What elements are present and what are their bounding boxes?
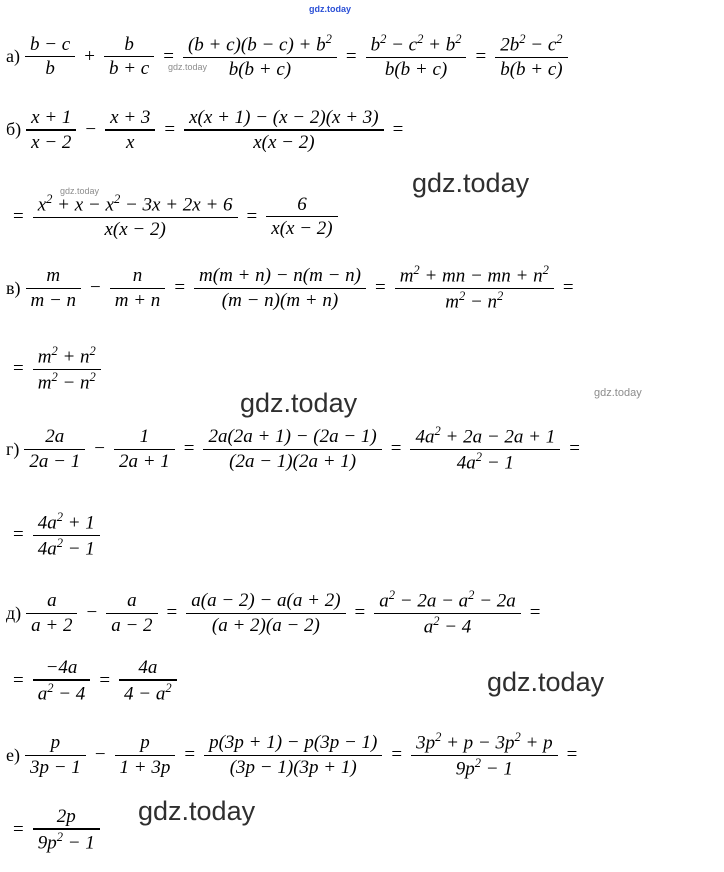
fraction-denominator: $9p^2 - 1$: [455, 756, 513, 780]
fraction-denominator: b(b + c): [384, 59, 448, 80]
watermark: gdz.today: [309, 4, 351, 14]
fraction-numerator: m: [46, 265, 61, 287]
fraction-denominator: $4 - a^2$: [124, 680, 172, 704]
operator: =: [13, 205, 24, 227]
fraction: [194, 264, 366, 312]
fraction-denominator: (a + 2)(a − 2): [211, 615, 320, 636]
fraction-denominator: $4a^2 - 1$: [456, 450, 514, 474]
fraction-numerator: x(x + 1) − (x − 2)(x + 3): [189, 107, 379, 128]
fraction-denominator: (2a − 1)(2a + 1): [229, 451, 357, 472]
fraction-numerator: x + 3: [110, 107, 151, 128]
fraction-numerator: $4a^2 + 2a - 2a + 1$: [415, 424, 556, 448]
fraction-denominator: b(b + c): [500, 59, 563, 80]
equation-row: [6, 106, 410, 154]
fraction: [115, 731, 176, 779]
operator: =: [390, 438, 402, 460]
operator: =: [529, 602, 541, 624]
fraction-numerator: $(b + c)(b - c) + b^2$: [187, 32, 332, 56]
operator: −: [94, 744, 106, 766]
fraction-numerator: $4a^2 + 1$: [37, 510, 95, 534]
fraction: [25, 33, 75, 81]
problem-label: г): [6, 438, 20, 459]
watermark: gdz.today: [412, 168, 530, 198]
fraction: [495, 32, 567, 81]
fraction: [26, 106, 76, 154]
operator: =: [183, 438, 195, 460]
fraction-numerator: p: [140, 732, 150, 754]
fraction: [104, 33, 154, 81]
equation-row: [6, 192, 340, 241]
fraction-numerator: $b^2 - c^2 + b^2$: [370, 32, 462, 56]
fraction-numerator: m(m + n) − n(m − n): [199, 265, 361, 287]
operator: −: [85, 118, 97, 140]
fraction-denominator: 2a + 1: [118, 451, 170, 472]
fraction: [105, 106, 155, 154]
fraction-numerator: p: [50, 732, 61, 754]
watermark: gdz.today: [487, 667, 605, 697]
fraction-denominator: 3p − 1: [29, 757, 81, 778]
fraction-numerator: 2a(2a + 1) − (2a − 1): [208, 426, 377, 448]
fraction-numerator: p(3p + 1) − p(3p − 1): [209, 732, 378, 754]
operator: =: [13, 818, 24, 840]
fraction: [33, 344, 101, 395]
fraction-numerator: 2p: [56, 806, 76, 827]
problem-label: а): [6, 46, 20, 67]
watermark: gdz.today: [138, 796, 256, 826]
fraction-numerator: 4a: [138, 657, 158, 678]
operator: =: [374, 277, 386, 299]
fraction-denominator: (3p − 1)(3p + 1): [229, 757, 357, 778]
fraction: [33, 510, 100, 561]
fraction-denominator: $m^2 - n^2$: [37, 370, 96, 394]
operator: =: [246, 205, 258, 227]
problem-label: б): [6, 119, 22, 140]
operator: =: [13, 358, 24, 380]
operator: −: [86, 602, 98, 624]
operator: =: [566, 744, 578, 766]
fraction-denominator: 2a − 1: [29, 451, 81, 472]
fraction-denominator: a − 2: [111, 615, 153, 636]
watermark: gdz.today: [60, 186, 100, 196]
fraction: [183, 32, 337, 81]
fraction: [184, 106, 383, 154]
fraction-numerator: b − c: [29, 33, 71, 55]
fraction: [204, 731, 382, 779]
fraction: [411, 730, 558, 781]
fraction: [186, 589, 345, 637]
fraction: [119, 656, 177, 705]
fraction-numerator: $m^2$ + mn − mn + $n^2$: [399, 263, 549, 287]
fraction-numerator: 6: [297, 193, 307, 215]
equation-row: [6, 588, 547, 639]
fraction-denominator: x − 2: [31, 131, 72, 153]
fraction-numerator: −4a: [45, 657, 78, 678]
operator: =: [569, 438, 580, 460]
watermark: gdz.today: [168, 62, 208, 72]
fraction-denominator: (m − n)(m + n): [221, 290, 339, 311]
watermark: gdz.today: [240, 388, 358, 418]
equation-row: [6, 344, 103, 395]
fraction: [26, 264, 82, 312]
fraction-denominator: $4a^2 - 1$: [37, 536, 95, 560]
operator: =: [166, 602, 178, 624]
fraction: [203, 425, 381, 473]
equation-row: [6, 263, 581, 314]
fraction: [114, 425, 175, 473]
fraction: [410, 424, 560, 475]
fraction-numerator: a(a − 2) − a(a + 2): [191, 590, 341, 612]
operator: =: [475, 45, 487, 67]
operator: =: [164, 118, 176, 140]
fraction-numerator: a: [127, 590, 137, 612]
problem-label: в): [6, 277, 21, 298]
fraction-numerator: a: [47, 590, 57, 612]
equation-row: [6, 805, 102, 854]
fraction: [266, 193, 337, 241]
operator: =: [184, 744, 196, 766]
equation-row: [6, 32, 570, 81]
fraction: [395, 263, 554, 314]
fraction: [110, 264, 166, 312]
fraction-numerator: $x^2 + x - x^2 - 3x + 2x + 6$: [37, 192, 233, 216]
fraction-numerator: 2a: [45, 426, 65, 448]
fraction: [374, 588, 521, 639]
fraction-denominator: $a^2 - 4$: [37, 680, 86, 704]
operator: =: [13, 524, 24, 546]
operator: =: [99, 669, 111, 691]
fraction: [33, 805, 100, 854]
equation-row: [6, 656, 179, 705]
problem-label: д): [6, 602, 22, 623]
fraction-denominator: m − n: [30, 290, 77, 311]
operator: =: [392, 118, 404, 140]
equation-row: [6, 730, 584, 781]
fraction-denominator: x(x − 2): [271, 218, 333, 240]
fraction-denominator: $a^2 - 4$: [423, 614, 472, 638]
fraction: [106, 589, 157, 637]
equation-row: [6, 424, 587, 475]
fraction: [25, 731, 86, 779]
operator: =: [13, 669, 24, 691]
fraction-denominator: $9p^2 - 1$: [37, 829, 95, 853]
fraction-numerator: n: [132, 265, 143, 287]
fraction: [33, 656, 91, 705]
problem-label: е): [6, 744, 20, 765]
fraction-numerator: $a^2 - 2a - a^2 - 2a$: [379, 588, 516, 612]
operator: −: [90, 277, 101, 299]
operator: =: [391, 744, 403, 766]
watermark: gdz.today: [594, 387, 642, 399]
operator: =: [562, 277, 574, 299]
fraction-numerator: $3p^2 + p - 3p^2 + p$: [416, 730, 553, 754]
operator: =: [174, 277, 186, 299]
fraction: [26, 589, 77, 637]
fraction-denominator: b(b + c): [228, 59, 292, 80]
fraction: [33, 192, 238, 241]
fraction-numerator: 1: [139, 426, 150, 448]
fraction-denominator: m + n: [114, 290, 161, 311]
fraction-numerator: x + 1: [31, 107, 72, 128]
fraction: [24, 425, 85, 473]
operator: =: [163, 45, 174, 67]
operator: =: [354, 602, 366, 624]
fraction: [366, 32, 467, 81]
fraction-denominator: x(x − 2): [253, 131, 315, 153]
fraction-denominator: x: [126, 131, 135, 153]
fraction-denominator: $m^2 - n^2$: [445, 289, 504, 313]
fraction-numerator: b: [124, 33, 134, 55]
fraction-numerator: $2b^2 - c^2$: [500, 32, 563, 56]
fraction-denominator: x(x − 2): [104, 219, 166, 240]
fraction-denominator: 1 + 3p: [119, 757, 171, 778]
fraction-denominator: b: [45, 58, 55, 80]
equation-row: [6, 510, 102, 561]
operator: +: [84, 45, 95, 67]
fraction-numerator: $m^2 + n^2$: [37, 344, 96, 368]
fraction-denominator: b + c: [108, 58, 150, 80]
operator: −: [94, 438, 105, 460]
operator: =: [345, 45, 357, 67]
fraction-denominator: a + 2: [31, 615, 73, 636]
